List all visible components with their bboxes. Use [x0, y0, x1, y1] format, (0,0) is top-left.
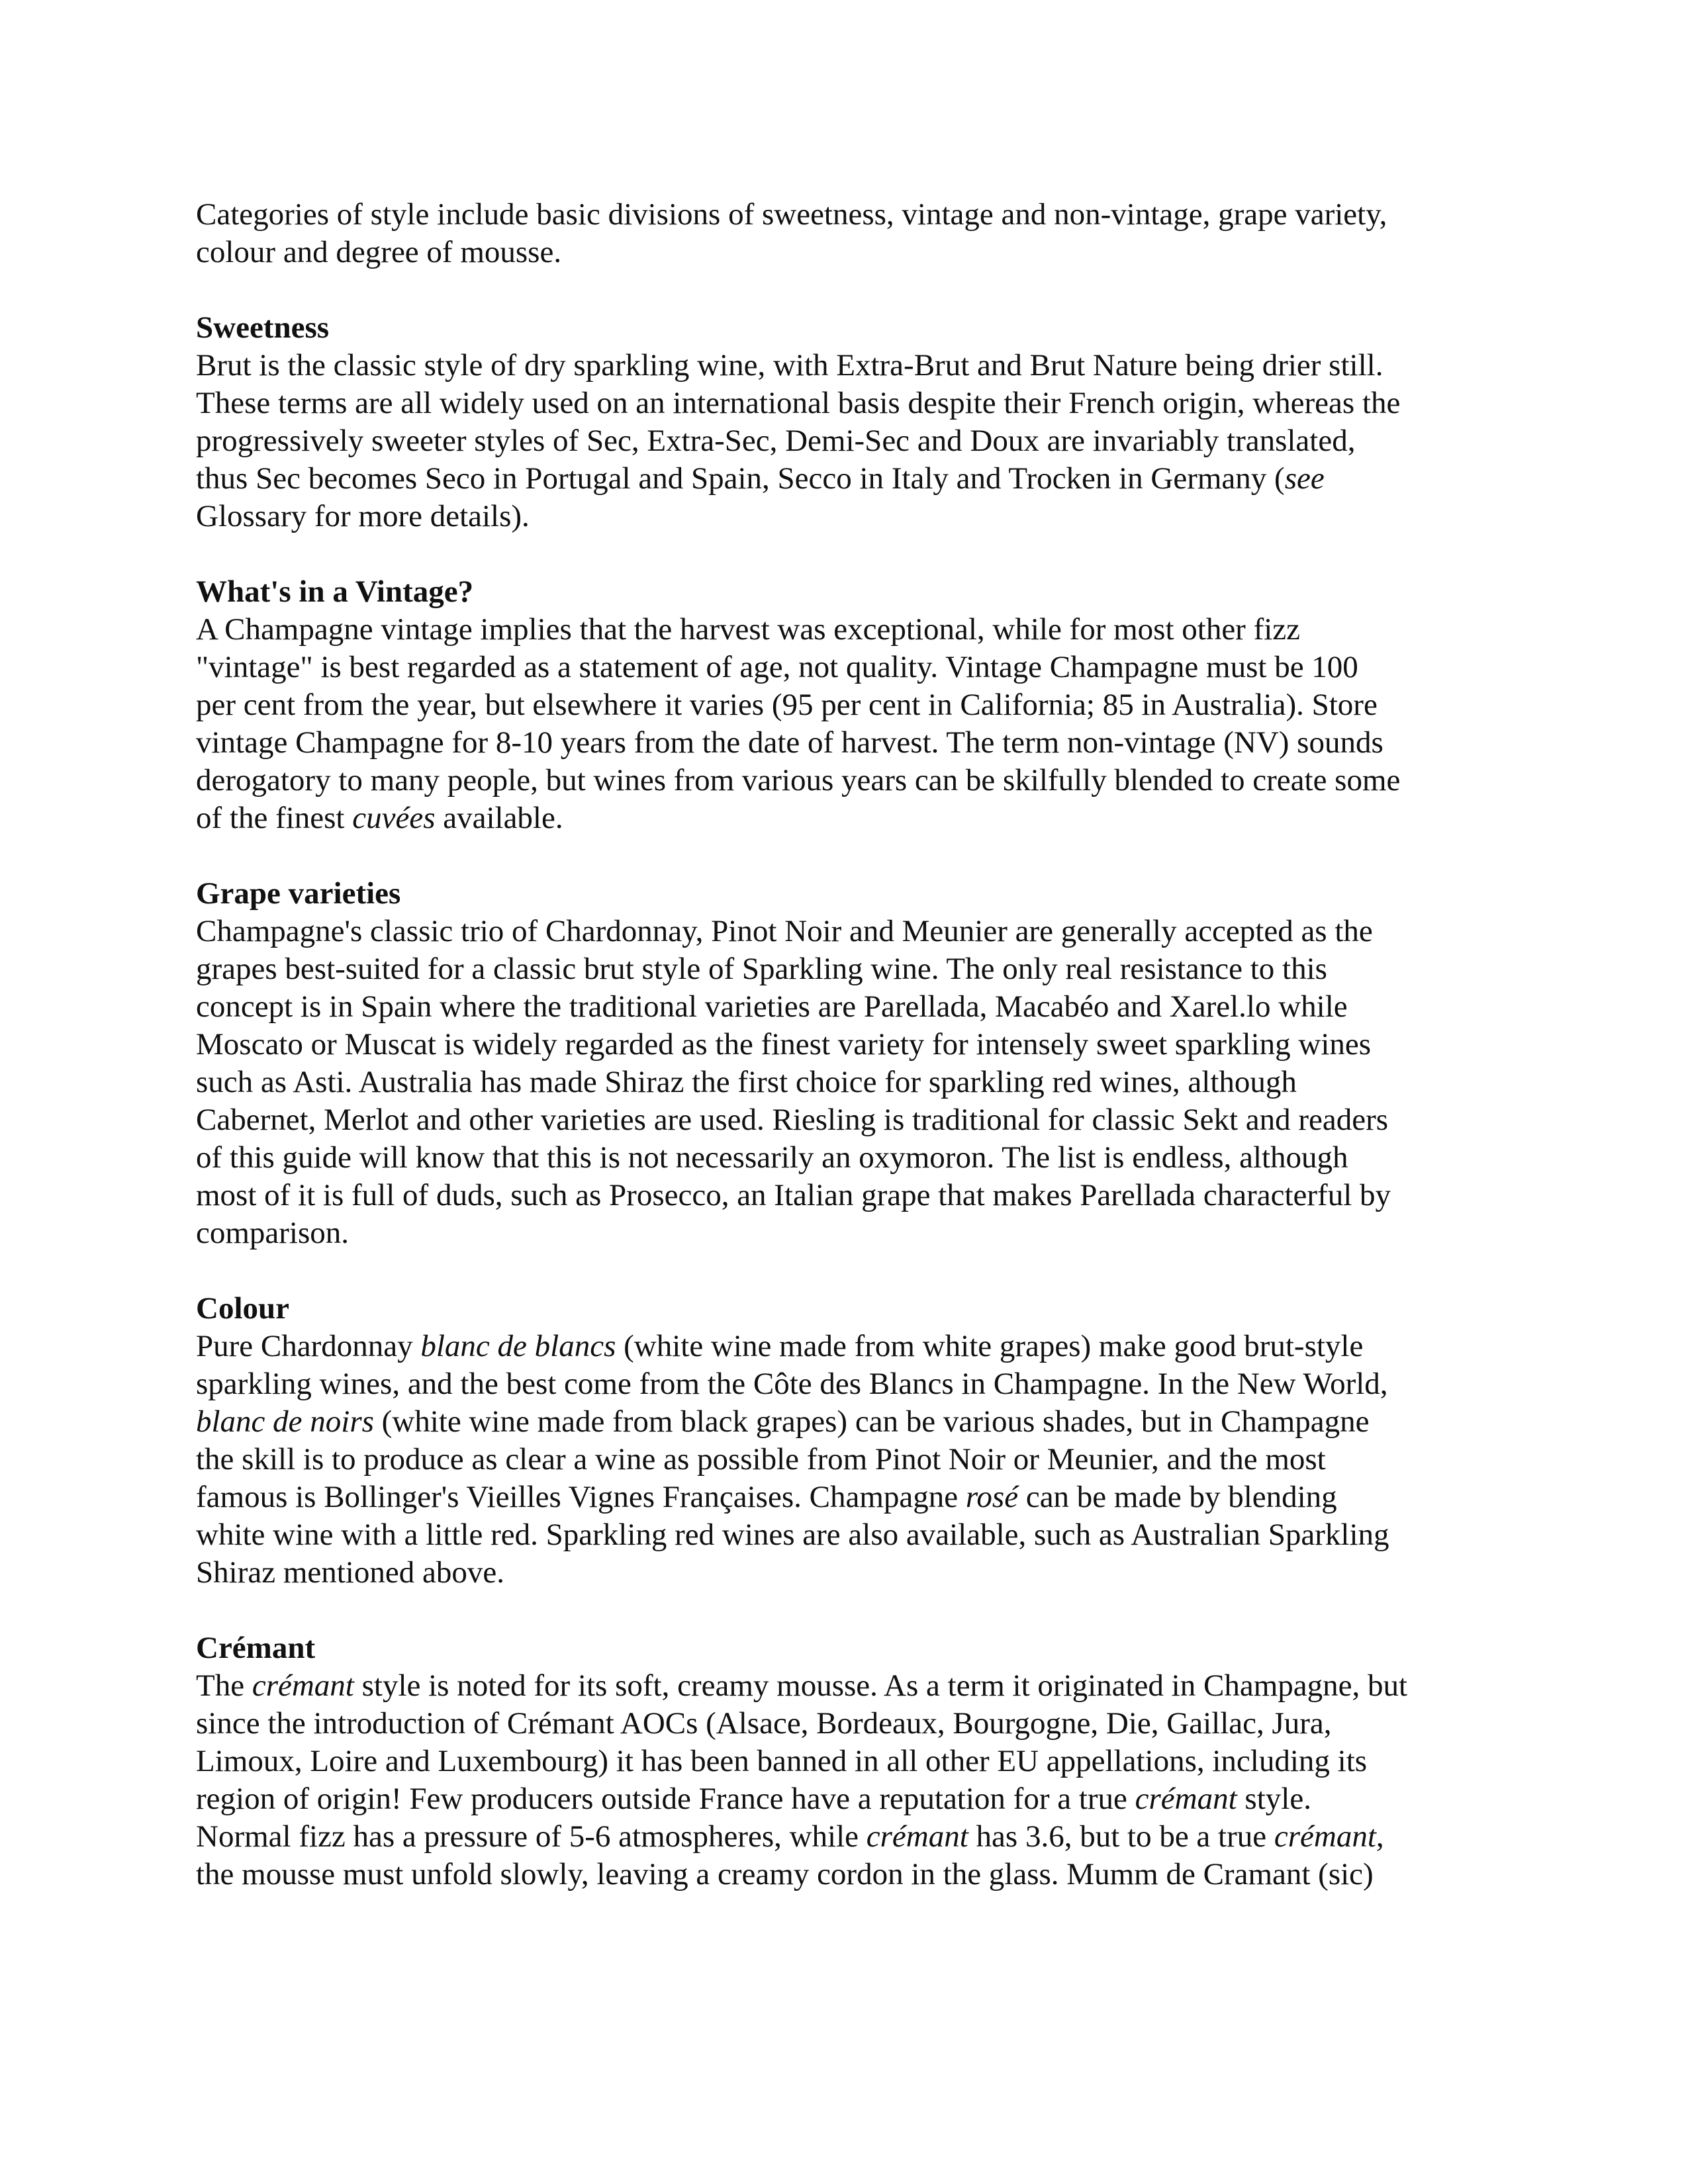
text-segment: ,: [1376, 1819, 1384, 1854]
section-heading-colour: Colour: [196, 1291, 289, 1326]
text-line: colour and degree of mousse.: [196, 235, 562, 269]
text-segment: available.: [435, 801, 563, 835]
colour-section: [196, 1290, 1493, 1592]
text-segment: famous is Bollinger's Vieilles Vignes Françaises. Champagne: [196, 1480, 966, 1514]
text-line: per cent from the year, but elsewhere it varies (95 per cent in California; 85 in Australia). Store: [196, 688, 1378, 722]
italic-term: blanc de blancs: [420, 1329, 616, 1363]
text-segment: (white wine made from white grapes) make good brut-style: [616, 1329, 1364, 1363]
text-segment: region of origin! Few producers outside France have a reputation for a true: [196, 1782, 1135, 1816]
text-line: [196, 1403, 1493, 1441]
text-line: A Champagne vintage implies that the harvest was exceptional, while for most other fizz: [196, 612, 1301, 647]
text-line: Glossary for more details).: [196, 499, 530, 533]
text-line: Moscato or Muscat is widely regarded as the finest variety for intensely sweet sparkling wines: [196, 1027, 1372, 1062]
text-line: These terms are all widely used on an international basis despite their French origin, whereas the: [196, 386, 1401, 420]
text-segment: (white wine made from black grapes) can be various shades, but in Champagne: [373, 1404, 1370, 1439]
text-line: such as Asti. Australia has made Shiraz the first choice for sparkling red wines, although: [196, 1065, 1297, 1099]
italic-term: crémant: [252, 1668, 354, 1703]
italic-term: crémant: [1135, 1782, 1237, 1816]
text-line: [196, 1328, 1493, 1365]
text-line: Categories of style include basic divisions of sweetness, vintage and non-vintage, grape variety,: [196, 197, 1387, 232]
text-line: Champagne's classic trio of Chardonnay, Pinot Noir and Meunier are generally accepted as the: [196, 914, 1373, 948]
text-line: vintage Champagne for 8-10 years from the date of harvest. The term non-vintage (NV) sounds: [196, 725, 1383, 760]
text-segment: of the finest: [196, 801, 353, 835]
italic-term: rosé: [965, 1480, 1019, 1514]
text-segment: Normal fizz has a pressure of 5-6 atmospheres, while: [196, 1819, 867, 1854]
text-line: Cabernet, Merlot and other varieties are used. Riesling is traditional for classic Sekt and readers: [196, 1103, 1389, 1137]
section-heading-vintage: What's in a Vintage?: [196, 574, 474, 609]
document-page: [196, 196, 1493, 1893]
text-line: the skill is to produce as clear a wine as possible from Pinot Noir or Meunier, and the most: [196, 1442, 1326, 1477]
text-line: concept is in Spain where the traditional varieties are Parellada, Macabéo and Xarel.lo while: [196, 989, 1348, 1024]
section-heading-cremant: Crémant: [196, 1631, 316, 1665]
text-line: progressively sweeter styles of Sec, Extra-Sec, Demi-Sec and Doux are invariably translated,: [196, 424, 1356, 458]
text-line: comparison.: [196, 1216, 350, 1250]
text-segment: Pure Chardonnay: [196, 1329, 421, 1363]
text-segment: style.: [1237, 1782, 1311, 1816]
italic-term: blanc de noirs: [196, 1404, 374, 1439]
section-heading-grape-varieties: Grape varieties: [196, 876, 401, 911]
text-line: the mousse must unfold slowly, leaving a creamy cordon in the glass. Mumm de Cramant (sic): [196, 1857, 1374, 1891]
text-line: Brut is the classic style of dry sparkling wine, with Extra-Brut and Brut Nature being drier still.: [196, 348, 1383, 383]
text-line: [196, 1479, 1493, 1516]
text-line: "vintage" is best regarded as a statement of age, not quality. Vintage Champagne must be 100: [196, 650, 1358, 684]
text-line: [196, 460, 1493, 498]
italic-term: cuvées: [352, 801, 436, 835]
cremant-section: [196, 1629, 1493, 1893]
text-segment: style is noted for its soft, creamy mousse. As a term it originated in Champagne, but: [353, 1668, 1408, 1703]
text-line: of this guide will know that this is not necessarily an oxymoron. The list is endless, although: [196, 1140, 1348, 1175]
text-line: since the introduction of Crémant AOCs (Alsace, Bordeaux, Bourgogne, Die, Gaillac, Jura,: [196, 1706, 1332, 1741]
text-line: sparkling wines, and the best come from the Côte des Blancs in Champagne. In the New World,: [196, 1367, 1388, 1401]
section-heading-sweetness: Sweetness: [196, 310, 330, 345]
text-segment: has 3.6, but to be a true: [968, 1819, 1274, 1854]
text-line: most of it is full of duds, such as Prosecco, an Italian grape that makes Parellada characterful by: [196, 1178, 1391, 1212]
italic-term: crémant: [1274, 1819, 1376, 1854]
vintage-section: [196, 573, 1493, 837]
text-line: grapes best-suited for a classic brut style of Sparkling wine. The only real resistance to this: [196, 952, 1327, 986]
sweetness-section: [196, 309, 1493, 535]
text-line: [196, 1667, 1493, 1705]
grape-varieties-section: [196, 875, 1493, 1252]
intro-paragraph: [196, 196, 1493, 271]
text-segment: can be made by blending: [1018, 1480, 1337, 1514]
text-segment: thus Sec becomes Seco in Portugal and Spain, Secco in Italy and Trocken in Germany (: [196, 461, 1285, 496]
text-line: derogatory to many people, but wines from various years can be skilfully blended to create some: [196, 763, 1401, 797]
text-line: [196, 1780, 1493, 1818]
italic-term: crémant: [866, 1819, 968, 1854]
italic-term: see: [1284, 461, 1325, 496]
text-line: white wine with a little red. Sparkling red wines are also available, such as Australian Sparkling: [196, 1518, 1389, 1552]
text-line: Shiraz mentioned above.: [196, 1555, 504, 1590]
text-line: [196, 1818, 1493, 1856]
text-segment: The: [196, 1668, 252, 1703]
text-line: [196, 799, 1493, 837]
text-line: Limoux, Loire and Luxembourg) it has been banned in all other EU appellations, including its: [196, 1744, 1368, 1778]
